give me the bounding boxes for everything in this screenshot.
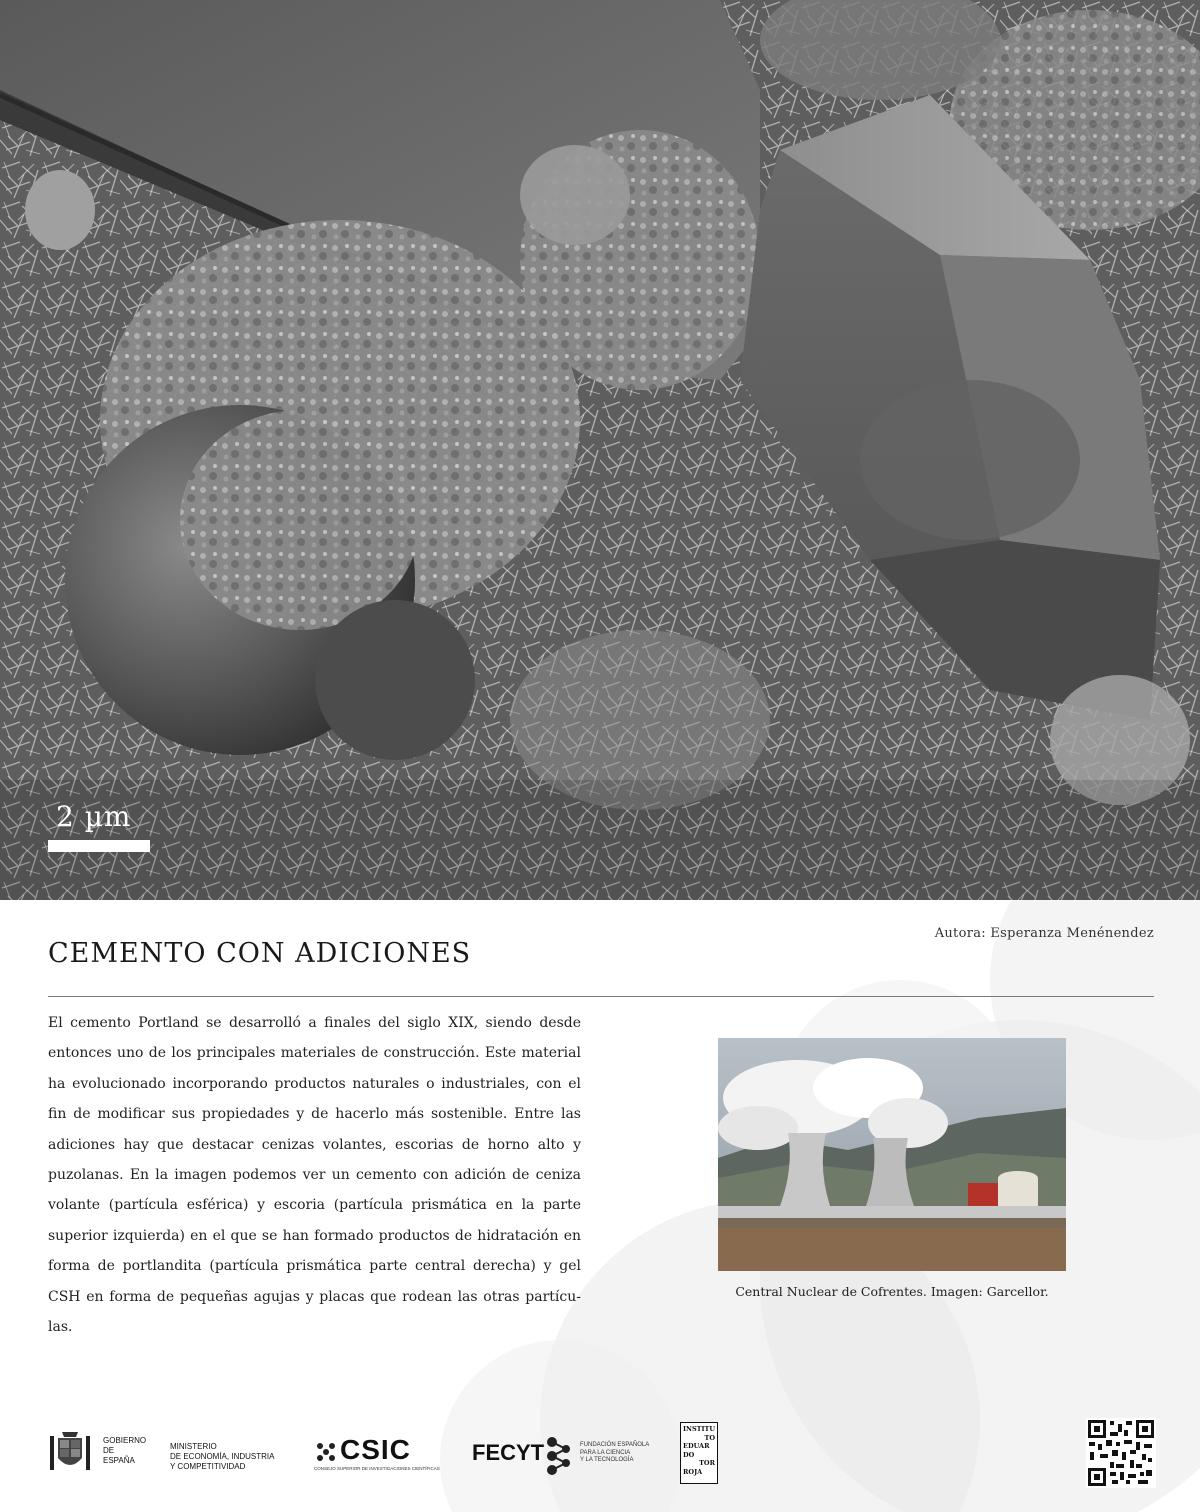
fecyt-subtitle: FUNDACIÓN ESPAÑOLA PARA LA CIENCIA Y LA TECNOLOGÍA [580, 1442, 650, 1463]
instituto-eduardo-torroja-logo[interactable] [680, 1422, 718, 1484]
csic-emblem-icon [314, 1440, 338, 1464]
fecyt-molecule-icon [546, 1434, 576, 1478]
csic-logo[interactable] [314, 1436, 444, 1476]
csic-text: CSIC [340, 1434, 411, 1465]
instituto-line: EDUAR [683, 1442, 710, 1451]
scale-bar-label: 2 µm [56, 800, 132, 833]
photo-caption: Central Nuclear de Cofrentes. Imagen: Garcellor. [735, 1284, 1049, 1299]
title-divider [48, 996, 1154, 997]
nuclear-plant-photo [718, 1038, 1066, 1271]
csic-subtitle: CONSEJO SUPERIOR DE INVESTIGACIONES CIENTÍFICAS [314, 1466, 440, 1471]
gobierno-espana-logo[interactable] [48, 1430, 148, 1470]
instituto-line: INSTITU [683, 1425, 716, 1433]
coat-of-arms-icon [48, 1430, 92, 1474]
gobierno-text: GOBIERNO DE ESPAÑA [103, 1436, 147, 1465]
qr-code-icon[interactable] [1086, 1418, 1156, 1488]
instituto-line: TOR [699, 1459, 715, 1468]
fecyt-logo[interactable] [472, 1434, 652, 1478]
scale-bar [48, 840, 150, 852]
instituto-line: DO [683, 1450, 695, 1459]
author-credit: Autora: Esperanza Menénendez [934, 926, 1154, 941]
instituto-line: TO [704, 1433, 715, 1442]
body-paragraph: El cemento Portland se desarrolló a finales del siglo XIX, siendo desde entonces uno de los principales materiales de construcción. Este material ha evolucionado incorporando productos naturales o industriales, con el fin de modificar sus propiedades y de hacerlo más sostenible. Entre las adiciones hay que destacar cenizas volantes, escorias de horno alto y puzolanas. En la imagen podemos ver un cemento con adición de ceniza volante (partícula esférica) y escoria (partícula prismática en la parte superior izquierda) en el que se han formado productos de hidratación en forma de portlandita (partícula prismática parte central derecha) y gel CSH en forma de pequeñas agujas y placas que rodean las otras partícu-las. [48, 1015, 581, 1336]
instituto-line: ROJA [683, 1467, 703, 1476]
ministerio-text: MINISTERIO DE ECONOMÍA, INDUSTRIA Y COMPETITIVIDAD [170, 1442, 275, 1471]
fecyt-text: FECYT [472, 1440, 545, 1465]
page-title: CEMENTO CON ADICIONES [48, 938, 472, 969]
